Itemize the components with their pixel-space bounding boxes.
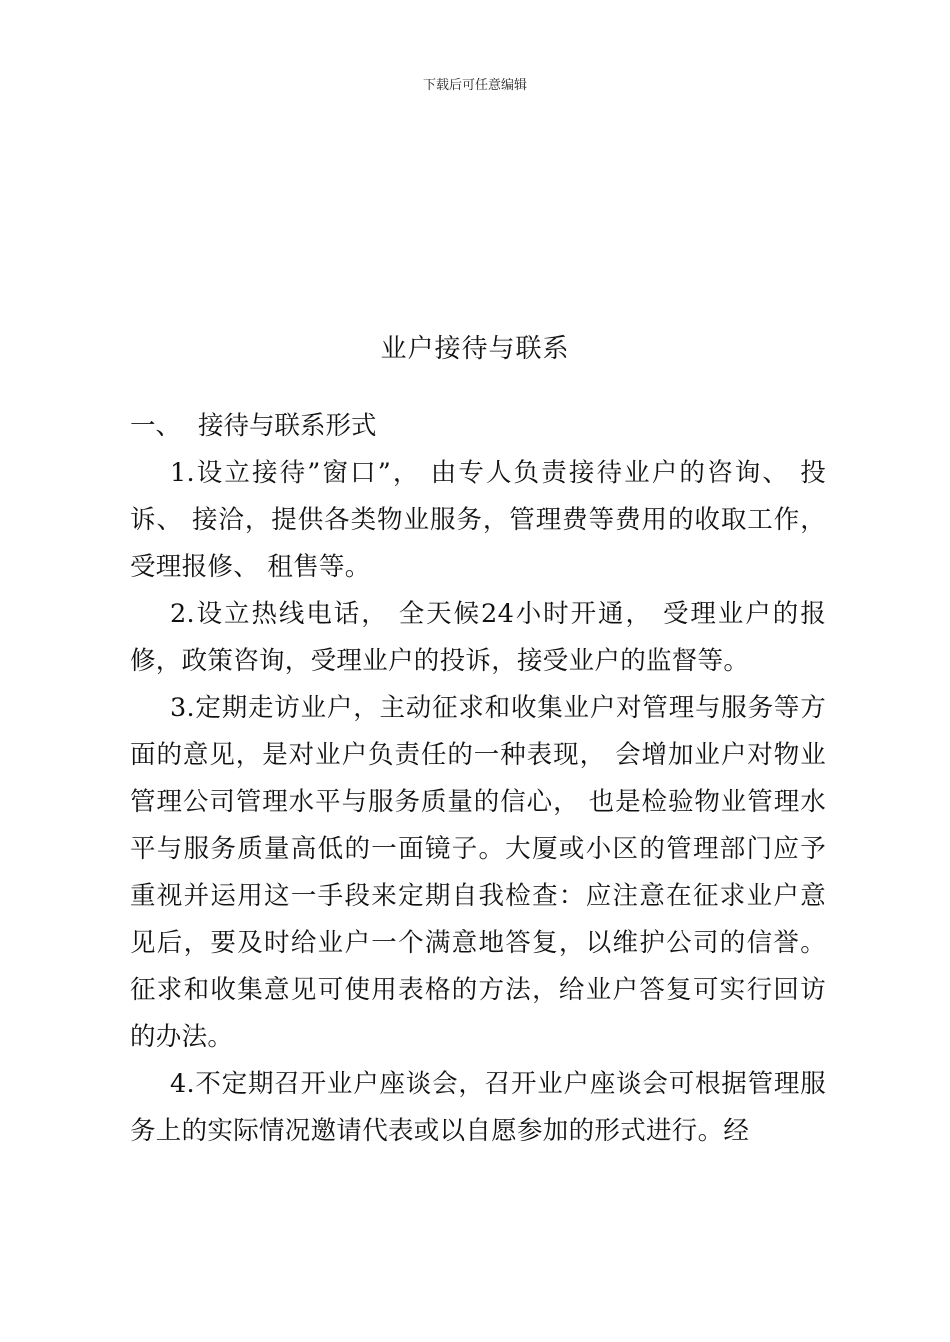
section-heading bbox=[130, 403, 826, 450]
paragraph-2: 2.设立热线电话， 全天候24小时开通， 受理业户的报修，政策咨询，受理业户的投诉，接受业户的监督等。 bbox=[130, 599, 826, 676]
section-heading-text: 接待与联系形式 bbox=[198, 411, 377, 441]
paragraph-3: 3.定期走访业户，主动征求和收集业户对管理与服务等方面的意见，是对业户负责任的一种表现， 会增加业户对物业管理公司管理水平与服务质量的信心， 也是检验物业管理水平与服务质量高低的一面镜子。大厦或小区的管理部门应予重视并运用这一手段来定期自我检查：应注意在征求业户意见后，要及时给业户一个满意地答复，以维护公司的信誉。征求和收集意见可使用表格的方法，给业户答复可实行回访的办法。 bbox=[130, 693, 826, 1052]
paragraph-1: 1.设立接待”窗口”， 由专人负责接待业户的咨询、 投诉、 接洽，提供各类物业服务，管理费等费用的收取工作，受理报修、 租售等。 bbox=[130, 458, 826, 582]
header-note: 下载后可任意编辑 bbox=[422, 78, 527, 93]
paragraph-4: 4.不定期召开业户座谈会，召开业户座谈会可根据管理服务上的实际情况邀请代表或以自愿参加的形式进行。经 bbox=[130, 1069, 826, 1146]
section-number: 一、 bbox=[130, 411, 182, 441]
document-body bbox=[130, 403, 826, 1155]
document-title: 业户接待与联系 bbox=[380, 334, 570, 364]
